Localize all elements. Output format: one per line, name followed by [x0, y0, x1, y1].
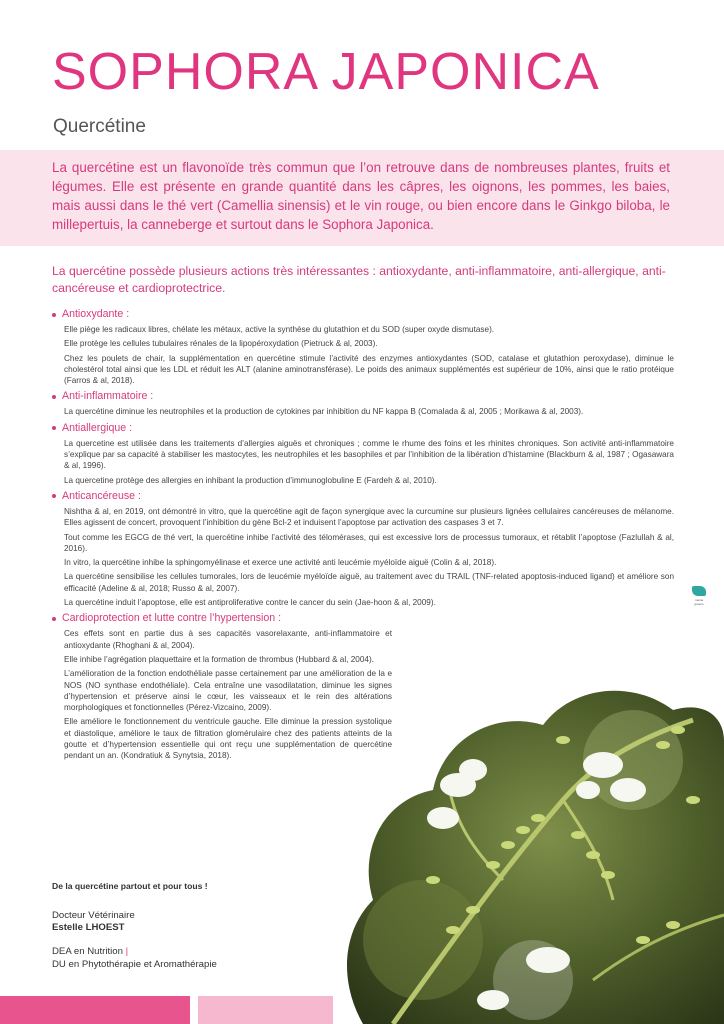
- section-anti-inflammatoire: [52, 390, 674, 417]
- signature-role: Docteur Vétérinaire: [52, 910, 135, 921]
- paragraph: La quercetine est utilisée dans les traitements d’allergies aiguës et chroniques ; comme le rhume des foins et les rhinites chroniques. Son activité anti-inflammatoire s’explique par sa capacité à stabiliser les mastocytes, les neutrophiles et les basophiles et par l’inhibition de la libération d’histamine (Blackburn & al, 1987 ; Ogasawara & al, 1996).: [64, 438, 674, 471]
- signature-name: Estelle LHOEST: [52, 922, 125, 933]
- paragraph: Nishtha & al, en 2019, ont démontré in vitro, que la quercétine agit de façon synergique avec la curcumine sur plusieurs lignées cellulaires cancéreuses de mélanome. Elles agissent de concert, provoquent l’inhibition du gène Bcl-2 et induisent l’apoptose par activation des caspases 3 et 7.: [64, 506, 674, 528]
- paragraph: La quercétine induit l’apoptose, elle est antiproliferative contre le cancer du sein (Jae-hoon & al, 2009).: [64, 598, 436, 608]
- bullet-icon: [52, 617, 56, 621]
- section-anticancereuse: [52, 490, 674, 608]
- bullet-icon: [52, 395, 56, 399]
- bullet-icon: [52, 313, 56, 317]
- section-antiallergique: [52, 422, 674, 486]
- signature: [52, 910, 135, 934]
- leaf-icon: [692, 586, 706, 596]
- paragraph: Elle améliore le fonctionnement du ventricule gauche. Elle diminue la pression systolique et diastolique, améliore le taux de filtration glomérulaire chez des patients atteints de la goutte et d’hypertension essentielle qui ont reçu une supplémentation de quercétine pendant un an. (Kondratiuk & Synytsia, 2018).: [64, 717, 392, 761]
- section-title: Cardioprotection et lutte contre l’hypertension :: [52, 612, 674, 625]
- bullet-icon: [52, 494, 56, 498]
- paragraph: La quercétine diminue les neutrophiles et la production de cytokines par inhibition du NF kappa B (Comalada & al, 2005 ; Morikawa & al, 2003).: [64, 407, 584, 417]
- bullet-icon: [52, 426, 56, 430]
- footer-bar-dark: [0, 996, 190, 1024]
- section-antioxydante: [52, 308, 674, 386]
- paragraph: Elle piège les radicaux libres, chélate les métaux, active la synthèse du glutathion et du SOD (super oxyde dismutase).: [64, 325, 495, 334]
- paragraph: Tout comme les EGCG de thé vert, la quercétine inhibe l’activité des télomérases, qui est excessive lors de processus tumoraux, et rétablit l’apoptose (Fazlullah & al, 2016).: [64, 532, 674, 553]
- section-title: Antiallergique :: [52, 422, 674, 435]
- brand-logo: mama greens: [692, 586, 706, 610]
- page-subtitle: Quercétine: [53, 116, 146, 137]
- section-title: Antioxydante :: [52, 308, 674, 321]
- footer-bar-light: [198, 996, 333, 1024]
- paragraph: Elle inhibe l’agrégation plaquettaire et la formation de thrombus (Hubbard & al, 2004).: [64, 654, 374, 664]
- page-title: SOPHORA JAPONICA: [52, 43, 600, 101]
- lead-paragraph: La quercétine possède plusieurs actions très intéressantes : antioxydante, anti-inflammatoire, anti-allergique, anti-cancéreuse et cardioprotectrice.: [52, 264, 666, 295]
- degree-2: DU en Phytothérapie et Aromathérapie: [52, 958, 217, 970]
- intro-paragraph: La quercétine est un flavonoïde très commun que l’on retrouve dans de nombreuses plantes, fruits et légumes. Elle est présente en grande quantité dans les câpres, les oignons, les pommes, les baies, mais aussi dans le thé vert (Camellia sinensis) et le vin rouge, ou bien encore dans le Ginkgo biloba, le millepertuis, la canneberge et surtout dans le Sophora Japonica.: [52, 160, 670, 232]
- paragraph: La quercétine sensibilise les cellules tumorales, lors de leucémie myéloïde aiguë, au traitement avec du TRAIL (TNF-related apoptosis-induced ligand) et améliore son efficacité (Adeline & al, 2018; Russo & al, 2007).: [64, 572, 674, 593]
- paragraph: Ces effets sont en partie dus à ses capacités vasorelaxante, anti-inflammatoire et antioxydante (Rhoghani & al, 2004).: [64, 629, 392, 650]
- degrees: [52, 946, 217, 971]
- paragraph: In vitro, la quercétine inhibe la sphingomyélinase et exerce une activité anti leucémie myéloïde aiguë (Colin & al, 2018).: [64, 558, 497, 568]
- sophora-flower-photo: [333, 680, 724, 1024]
- paragraph: Elle protège les cellules tubulaires rénales de la lipopéroxydation (Pietruck & al, 2003).: [64, 339, 378, 349]
- degree-separator: |: [125, 946, 129, 957]
- closing-line: De la quercétine partout et pour tous !: [52, 881, 208, 891]
- degree-1: DEA en Nutrition: [52, 946, 123, 957]
- paragraph: L’amélioration de la fonction endothéliale passe certainement par une amélioration de la e NOS (NO synthase endothéliale). Cela entraîne une vasodilatation, diminue les signes d’hypertension et préserve ainsi le cœur, les vaisseaux et le rein des altérations morphologiques et fonctionnelles (Pérez-Vizcaino, 2009).: [64, 669, 392, 713]
- section-title: Anticancéreuse :: [52, 490, 674, 503]
- paragraph: La quercetine protège des allergies en inhibant la production d’immunoglobuline E (Fardeh & al, 2010).: [64, 475, 437, 485]
- section-title: Anti-inflammatoire :: [52, 390, 674, 403]
- paragraph: Chez les poulets de chair, la supplémentation en quercétine stimule l’activité des enzymes antioxydantes (SOD, catalase et glutathion peroxydase), diminue le cholestérol total ainsi que les LDL et réduit les ALT (alanine aminotransférase). Le poids des animaux supplémentés est supérieur de 10%, ainsi que le ratio protéique (Farros & al, 2018).: [64, 353, 674, 386]
